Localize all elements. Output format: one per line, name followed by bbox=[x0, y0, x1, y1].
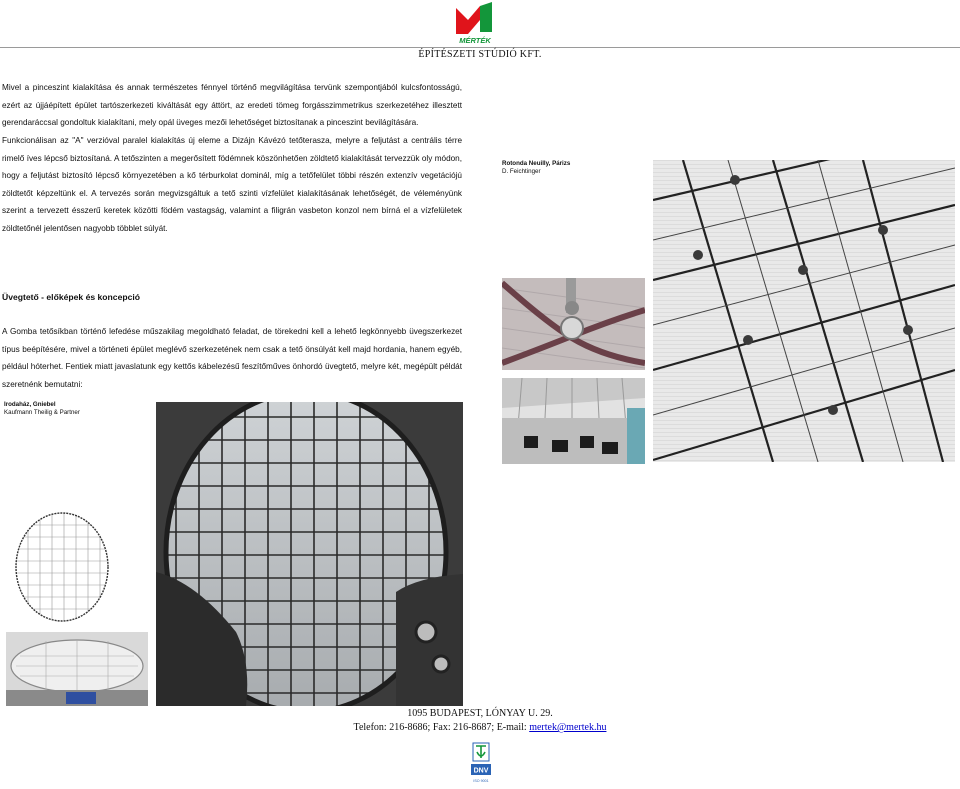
drawing-roof-outline bbox=[8, 505, 116, 623]
caption-rotonda-author: D. Feichtinger bbox=[502, 167, 541, 175]
footer-contact-text: Telefon: 216-8686; Fax: 216-8687; E-mail: bbox=[353, 722, 530, 733]
photo-rotonda-roof bbox=[653, 160, 955, 462]
photo-cable-node bbox=[502, 278, 645, 370]
footer-email-link[interactable]: mertek@mertek.hu bbox=[529, 722, 607, 733]
dnv-badge-icon bbox=[470, 742, 492, 784]
caption-rotonda-title: Rotonda Neuilly, Párizs bbox=[502, 160, 571, 167]
dnv-iso: ISO 9001 bbox=[473, 779, 489, 783]
footer-address: 1095 BUDAPEST, LÓNYAY U. 29. bbox=[407, 708, 553, 719]
caption-rotonda bbox=[502, 160, 570, 175]
mertek-logo bbox=[454, 2, 496, 46]
caption-iroda bbox=[4, 401, 80, 416]
paragraph-terrace: Funkcionálisan az "A" verzióval paralel kialakítás új eleme a Dizájn Kávézó tetőterasza, melyre a feljutást a centrális térre rimelő íves lépcső biztosítaná. A tetőszinten a megerősített födémnek köszönhetően zöldtető kialakítását tervezzük oly módon, hogy a feljutást biztosító lépcső környezetében a kő térburkolat dominál, míg a tetőfelület többi részén extenzív vegetációjú zöldtetőt képzeltünk el. A tervezés során megvizsgáltuk a tető szinti vízfelület kialakításának lehetőségét, de véleményünk szerint a tervezett ésszerű keretek közötti födém vastagság, valamint a filigrán vasbeton konzol nem bírná el a vízfelületek zöldtetőnél jelentősen nagyobb többlet súlyát. bbox=[2, 136, 462, 233]
caption-iroda-title: Irodaház, Gniebel bbox=[4, 401, 56, 408]
company-name: ÉPÍTÉSZETI STÚDIÓ KFT. bbox=[418, 49, 542, 60]
photo-dome-interior bbox=[6, 632, 148, 706]
photo-interior bbox=[502, 378, 645, 464]
photo-iroda-roof bbox=[156, 402, 463, 706]
paragraph-glass-roof: A Gomba tetősíkban történő lefedése műszakilag megoldható feladat, de törekedni kell a lehető legkönnyebb üvegszerkezet típus beépítésére, mivel a történeti épület meglévő szerkezetének nem csak a tető önsúlyát kell majd hordania, hanem egyéb, például hóterhet. Fentiek miatt javaslatunk egy kettős kábelezésű feszítőműves önhordó üvegtető, melyre két, megépült példát szeretnénk bemutatni: bbox=[2, 327, 462, 389]
caption-iroda-author: Kaufmann Theilig & Partner bbox=[4, 408, 80, 416]
footer-contact bbox=[200, 722, 760, 733]
logo-text: MÉRTÉK bbox=[459, 36, 491, 45]
dnv-certificate bbox=[470, 742, 492, 784]
section-heading: Üvegtető - előképek és koncepció bbox=[2, 292, 141, 302]
dnv-label: DNV bbox=[473, 767, 489, 775]
paragraph-intro: Mivel a pinceszint kialakítása és annak természetes fénnyel történő megvilágítása tervünk szempontjából kulcsfontosságú, ezért az újjáépített épület tartószerkezeti kiváltását egy áttört, az eredeti tömeg forgásszimmetrikus szerkezetéhez illesztett gerendaráccsal gondoltuk kialakítani, mely opál üveges mezői lehetőséget biztosítanak a pinceszint bevilágítására. bbox=[2, 83, 462, 128]
header-rule bbox=[0, 47, 960, 48]
